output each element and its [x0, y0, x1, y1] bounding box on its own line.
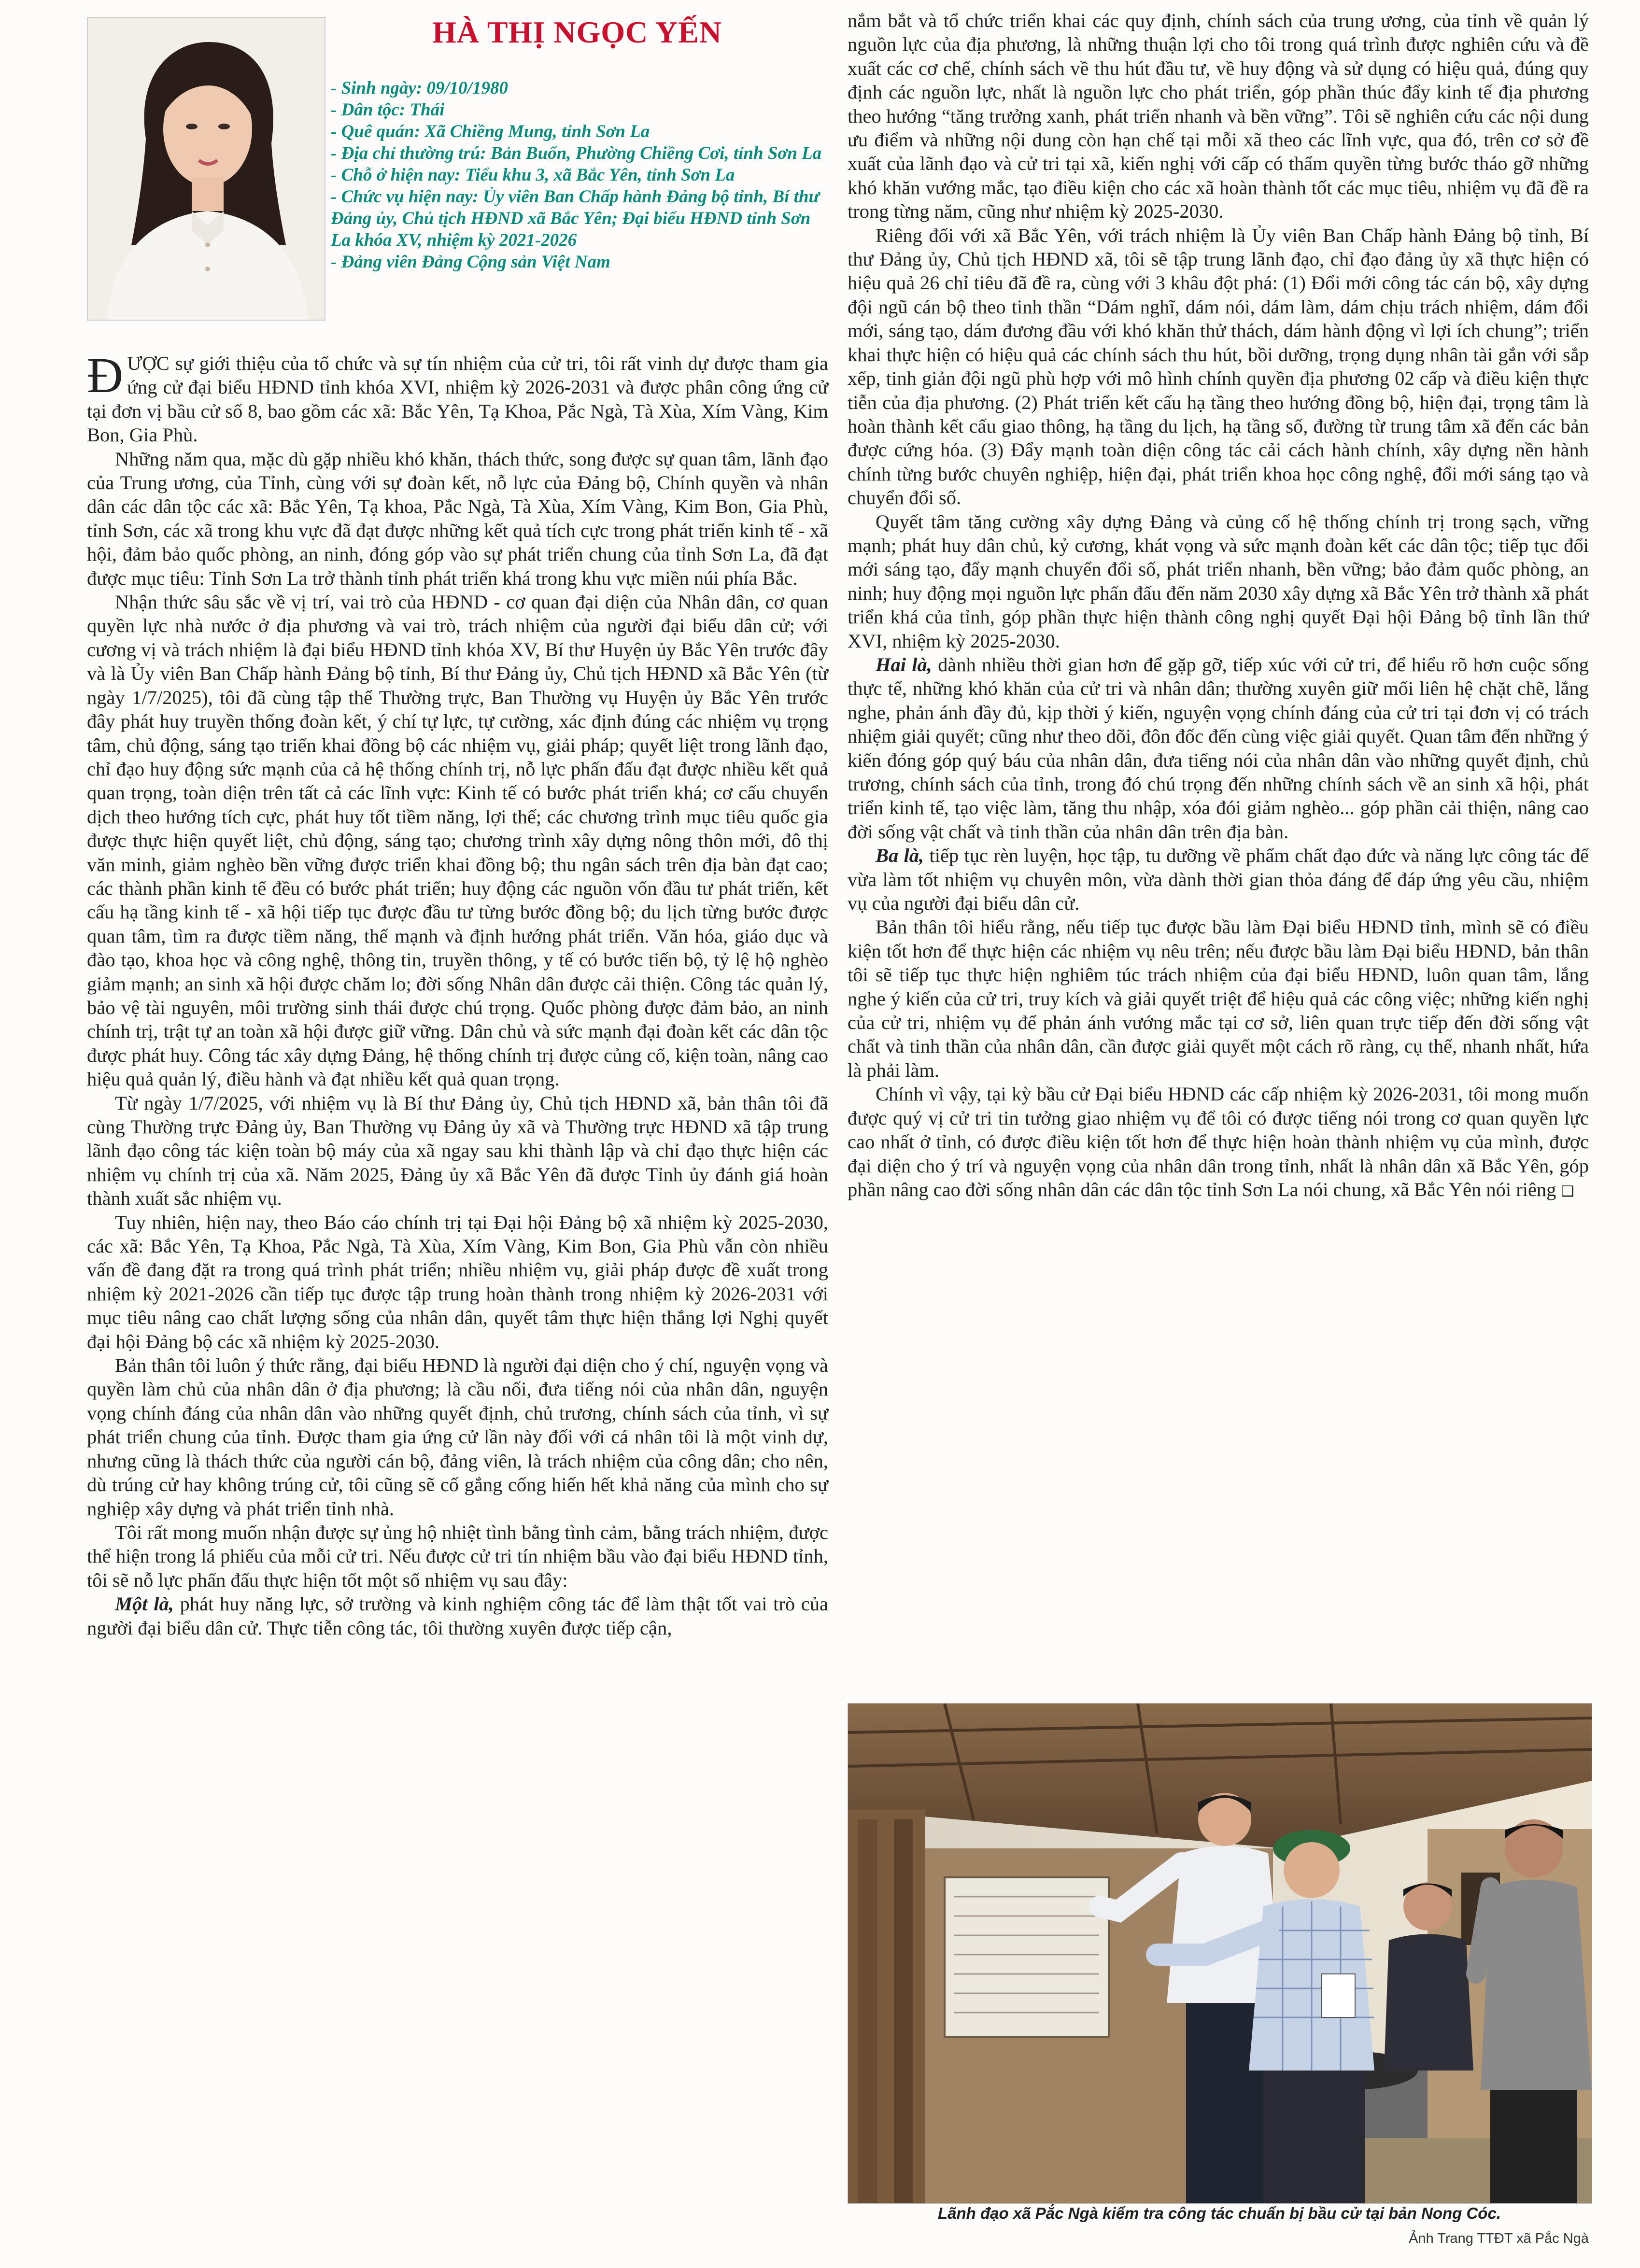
- bio-item: - Sinh ngày: 09/10/1980: [331, 78, 508, 98]
- paragraph: Bản thân tôi hiểu rằng, nếu tiếp tục được bầu làm Đại biểu HĐND tỉnh, mình sẽ có điều kiện tốt hơn để thực hiện các nhiệm vụ nêu trên; nếu được bầu làm Đại biểu HĐND, bản thân tôi sẽ tiếp tục thực hiện nghiêm túc trách nhiệm của đại biểu HĐND, luôn quan tâm, lắng nghe ý kiến của cử tri, truy kích và giải quyết triệt để hiệu quả các công việc; những kiến nghị của cử tri, nhiệm vụ để phản ánh vướng mắc tại cơ sở, liên quan trực tiếp đến đời sống vật chất và tinh thần của nhân dân, cần được giải quyết một cách rõ ràng, cụ thể, nhanh nhất, hứa là phải làm.: [848, 916, 1589, 1081]
- paragraph: Từ ngày 1/7/2025, với nhiệm vụ là Bí thư Đảng ủy, Chủ tịch HĐND xã, bản thân tôi đã cùng Thường trực Đảng ủy, Ban Thường vụ Đảng ủy xã và Thường trực HĐND xã tập trung lãnh đạo công tác kiện toàn bộ máy của xã ngay sau khi thành lập và chỉ đạo thực hiện các nhiệm vụ chính trị của xã. Năm 2025, Đảng ủy xã Bắc Yên đã được Tỉnh ủy đánh giá hoàn thành xuất sắc nhiệm vụ.: [87, 1092, 828, 1210]
- paragraph: Riêng đối với xã Bắc Yên, với trách nhiệm là Ủy viên Ban Chấp hành Đảng bộ tỉnh, Bí thư Đảng ủy, Chủ tịch HĐND xã, tôi sẽ tập trung lãnh đạo, chỉ đạo đảng ủy xã thực hiện có hiệu quả 26 chỉ tiêu đã đề ra, cùng với 3 khâu đột phá: (1) Đổi mới công tác cán bộ, xây dựng đội ngũ cán bộ theo tinh thần “Dám nghĩ, dám nói, dám làm, dám chịu trách nhiệm, dám đổi mới, sáng tạo, dám đương đầu với khó khăn thử thách, dám hành động vì lợi ích chung”; triển khai thực hiện có hiệu quả các chính sách thu hút, bồi dưỡng, trọng dụng nhân tài gắn với sắp xếp, tinh giản đội ngũ phù hợp với mô hình chính quyền địa phương 02 cấp và điều kiện thực tiễn của địa phương. (2) Phát triển kết cấu hạ tầng theo hướng đồng bộ, hiện đại, trọng tâm là hoàn thành kết cấu giao thông, hạ tầng du lịch, hạ tầng số, đường từ trung tâm xã đến các bản được cứng hóa. (3) Đẩy mạnh toàn diện công tác cải cách hành chính, xây dựng nền hành chính từng bước chuyên nghiệp, hiện đại, phát triển khoa học công nghệ, đổi mới sáng tạo và chuyển đổi số.: [848, 224, 1589, 509]
- bio-item: - Chức vụ hiện nay: Ủy viên Ban Chấp hành Đảng bộ tỉnh, Bí thư Đảng ủy, Chủ tịch HĐND xã Bắc Yên; Đại biểu HĐND tỉnh Sơn La khóa XV, nhiệm kỳ 2021-2026: [331, 187, 820, 250]
- news-photo: [848, 1703, 1592, 2204]
- paragraph: Tôi rất mong muốn nhận được sự ủng hộ nhiệt tình bằng tình cảm, bằng trách nhiệm, được thể hiện trong lá phiếu của mỗi cử tri. Nếu được cử tri tín nhiệm bầu vào đại biểu HĐND tỉnh, tôi sẽ nỗ lực phấn đấu thực hiện tốt một số nhiệm vụ sau đây:: [87, 1521, 828, 1591]
- candidate-bio: [331, 77, 828, 273]
- paragraph: Một là, phát huy năng lực, sở trường và kinh nghiệm công tác để làm thật tốt vai trò của người đại biểu dân cử. Thực tiễn công tác, tôi thường xuyên được tiếp cận,: [87, 1593, 829, 1639]
- candidate-portrait: [87, 17, 325, 321]
- paragraph: Bản thân tôi luôn ý thức rằng, đại biểu HĐND là người đại diện cho ý chí, nguyện vọng và quyền làm chủ của nhân dân ở địa phương; là cầu nối, đưa tiếng nói của nhân dân, nguyện vọng chính đáng của nhân dân vào những quyết định, chủ trương, chính sách của tỉnh, vì sự phát triển chung của tỉnh. Được tham gia ứng cử lần này đối với cá nhân tôi là một vinh dự, nhưng cũng là thách thức của người cán bộ, đảng viên, là trách nhiệm của công dân; cho nên, dù trúng cử hay không trúng cử, tôi cũng sẽ cố gắng cống hiến hết khả năng của mình cho sự nghiệp xây dựng và phát triển tỉnh nhà.: [87, 1354, 828, 1520]
- paragraph: Ba là, tiếp tục rèn luyện, học tập, tu dưỡng về phẩm chất đạo đức và năng lực công tác để vừa làm tốt nhiệm vụ chuyên môn, vừa dành thời gian thỏa đáng để đáp ứng yêu cầu, nhiệm vụ của người đại biểu dân cử.: [848, 845, 1589, 915]
- right-column: [848, 9, 1589, 1203]
- paragraph: Nhận thức sâu sắc về vị trí, vai trò của HĐND - cơ quan đại diện của Nhân dân, cơ quan quyền lực nhà nước ở địa phương và vai trò, trách nhiệm của người đại biểu dân cử; với cương vị và trách nhiệm là đại biểu HĐND tỉnh khóa XV, Bí thư Huyện ủy Bắc Yên trước đây và là Ủy viên Ban Chấp hành Đảng bộ tỉnh, Bí thư Đảng ủy, Chủ tịch HĐND xã Bắc Yên (từ ngày 1/7/2025), tôi đã cùng tập thể Thường trực, Ban Thường vụ Huyện ủy Bắc Yên trước đây phát huy truyền thống đoàn kết, ý chí tự lực, tự cường, xác định đúng các nhiệm vụ trọng tâm, chủ động, sáng tạo triển khai đồng bộ các nhiệm vụ, giải pháp; quyết liệt trong lãnh đạo, chỉ đạo huy động sức mạnh của cả hệ thống chính trị, nỗ lực phấn đấu đạt được nhiều kết quả quan trọng, toàn diện trên tất cả các lĩnh vực: Kinh tế có bước phát triển khá; cơ cấu chuyển dịch theo hướng tích cực, phát huy tốt tiềm năng, lợi thế; các chương trình mục tiêu quốc gia được thực hiện quyết liệt, chủ động, sáng tạo; chương trình xây dựng nông thôn mới, đô thị văn minh, giảm nghèo bền vững được triển khai đồng bộ; thu ngân sách trên địa bàn đạt cao; các thành phần kinh tế đều có bước phát triển; huy động các nguồn vốn đầu tư phát triển, kết cấu hạ tầng kinh tế - xã hội tiếp tục được đầu tư từng bước đồng bộ; du lịch từng bước được quan tâm, tìm ra được tiềm năng, thế mạnh và định hướng phát triển. Văn hóa, giáo dục và đào tạo, khoa học và công nghệ, thông tin, truyền thông, y tế có bước tiến bộ, tỷ lệ hộ nghèo giảm mạnh; an sinh xã hội được chăm lo; đời sống Nhân dân được cải thiện. Công tác quản lý, bảo vệ tài nguyên, môi trường sinh thái được chú trọng. Quốc phòng được đảm bảo, an ninh chính trị, trật tự an toàn xã hội được giữ vững. Dân chủ và sức mạnh đại đoàn kết các dân tộc được phát huy. Công tác xây dựng Đảng, hệ thống chính trị được củng cố, kiện toàn, nâng cao hiệu quả quản lý, điều hành và đạt nhiều kết quả quan trọng.: [87, 591, 828, 1090]
- point-lead: Ba là,: [876, 845, 924, 867]
- drop-cap: Đ: [87, 348, 124, 403]
- bio-item: - Địa chỉ thường trú: Bản Buổn, Phường Chiềng Cơi, tỉnh Sơn La: [331, 143, 822, 163]
- paragraph: Chính vì vậy, tại kỳ bầu cử Đại biểu HĐND các cấp nhiệm kỳ 2026-2031, tôi mong muốn được quý vị cử tri tin tưởng giao nhiệm vụ để tôi có được tiếng nói trong cơ quan quyền lực cao nhất ở tỉnh, có được điều kiện tốt hơn để thực hiện hoàn thành nhiệm vụ của mình, được đại diện cho ý trí và nguyện vọng của nhân dân trong tỉnh, nhất là nhân dân xã Bắc Yên, góp phần nâng cao đời sống nhân dân các dân tộc tỉnh Sơn La nói chung, xã Bắc Yên nói riêng ❑: [848, 1083, 1589, 1200]
- bio-item: - Chỗ ở hiện nay: Tiểu khu 3, xã Bắc Yên, tỉnh Sơn La: [331, 165, 735, 185]
- paragraph: ĐƯỢC sự giới thiệu của tổ chức và sự tín nhiệm của cử tri, tôi rất vinh dự được tham gia ứng cử đại biểu HĐND tỉnh khóa XVI, nhiệm kỳ 2026-2031 và được phân công ứng cử tại đơn vị bầu cử số 8, bao gồm các xã: Bắc Yên, Tạ Khoa, Pắc Ngà, Tà Xùa, Xím Vàng, Kim Bon, Gia Phù.: [87, 348, 828, 446]
- point-lead: Một là,: [115, 1593, 174, 1615]
- paragraph: nắm bắt và tổ chức triển khai các quy định, chính sách của trung ương, của tỉnh về quản lý nguồn lực của địa phương, là những thuận lợi cho tôi trong quá trình được nghiên cứu và đề xuất các cơ chế, chính sách về thu hút đầu tư, về huy động và sử dụng có hiệu quả, đúng quy định các nguồn lực, nhất là nguồn lực cho phát triển, góp phần thúc đẩy kinh tế địa phương theo hướng “tăng trưởng xanh, phát triển nhanh và bền vững”. Tôi sẽ nghiên cứu các nội dung ưu điểm và những nội dung còn hạn chế tại mỗi xã theo các lĩnh vực, qua đó, trên cơ sở đề xuất của lãnh đạo và cử tri tại xã, kiến nghị với cấp có thẩm quyền từng bước tháo gỡ những khó khăn vướng mắc, tạo điều kiện cho các xã hoàn thành tốt các mục tiêu, nhiệm vụ đã đề ra trong từng năm, cũng như nhiệm kỳ 2025-2030.: [848, 10, 1589, 223]
- paragraph: Quyết tâm tăng cường xây dựng Đảng và củng cố hệ thống chính trị trong sạch, vững mạnh; phát huy dân chủ, kỷ cương, khát vọng và sức mạnh đoàn kết các dân tộc; tiếp tục đổi mới sáng tạo, đẩy mạnh chuyển đổi số, phát triển nhanh, bền vững; bảo đảm quốc phòng, an ninh; huy động mọi nguồn lực phấn đấu đến năm 2030 xây dựng xã Bắc Yên trở thành xã phát triển khá của tỉnh, góp phần thực hiện thành công nghị quyết Đại hội Đảng bộ tỉnh lần thứ XVI, nhiệm kỳ 2025-2030.: [848, 510, 1589, 652]
- bio-item: - Dân tộc: Thái: [331, 100, 445, 120]
- point-lead: Hai là,: [876, 653, 932, 676]
- paragraph: Những năm qua, mặc dù gặp nhiều khó khăn, thách thức, song được sự quan tâm, lãnh đạo của Trung ương, của Tỉnh, cùng với sự đoàn kết, nỗ lực của Đảng bộ, Chính quyền và nhân dân các dân tộc các xã: Bắc Yên, Tạ khoa, Pắc Ngà, Tà Xùa, Xím Vàng, Kim Bon, Gia Phù, tỉnh Sơn, các xã trong khu vực đã đạt được những kết quả tích cực trong phát triển kinh tế - xã hội, đảm bảo quốc phòng, an ninh, đóng góp vào sự phát triển chung của tỉnh Sơn La, đã đạt được mục tiêu: Tỉnh Sơn La trở thành tỉnh phát triển khá trong khu vực miền núi phía Bắc.: [87, 448, 828, 589]
- photo-caption: Lãnh đạo xã Pắc Ngà kiểm tra công tác chuẩn bị bầu cử tại bản Nong Cóc.: [938, 2204, 1501, 2222]
- candidate-name: HÀ THỊ NGỌC YẾN: [432, 15, 722, 49]
- paragraph: Tuy nhiên, hiện nay, theo Báo cáo chính trị tại Đại hội Đảng bộ xã nhiệm kỳ 2025-2030, các xã: Bắc Yên, Tạ Khoa, Pắc Ngà, Tà Xùa, Xím Vàng, Kim Bon, Gia Phù vẫn còn nhiều vấn đề đang đặt ra trong quá trình phát triển; nhiều nhiệm vụ, giải pháp được đề xuất trong nhiệm kỳ 2021-2026 cần tiếp tục được tập trung hoàn thành trong nhiệm kỳ 2026-2031 với mục tiêu nâng cao chất lượng sống của nhân dân, quyết tâm thực hiện thắng lợi Nghị quyết đại hội Đảng bộ các xã nhiệm kỳ 2025-2030.: [87, 1211, 828, 1352]
- left-column: [87, 348, 829, 1640]
- end-mark-icon: ❑: [1561, 1183, 1574, 1199]
- paragraph: Hai là, dành nhiều thời gian hơn để gặp gỡ, tiếp xúc với cử tri, để hiểu rõ hơn cuộc sống thực tế, những khó khăn của cử tri và nhân dân; thường xuyên giữ mối liên hệ chặt chẽ, lắng nghe, phản ánh đầy đủ, kịp thời ý kiến, nguyện vọng chính đáng của cử tri tại đơn vị có trách nhiệm giải quyết; cũng như theo dõi, đôn đốc đến cùng việc giải quyết. Quan tâm đến những ý kiến đóng góp quý báu của nhân dân, đưa tiếng nói của nhân dân vào những quyết định, chủ trương, chính sách của tỉnh, trong đó chú trọng đến những chính sách về an sinh xã hội, phát triển kinh tế, tạo việc làm, tăng thu nhập, xóa đói giảm nghèo... góp phần cải thiện, nâng cao đời sống vật chất và tinh thần của nhân dân trên địa bàn.: [848, 653, 1589, 843]
- bio-item: - Đảng viên Đảng Cộng sản Việt Nam: [331, 252, 610, 272]
- photo-credit: Ảnh Trang TTĐT xã Pắc Ngà: [1409, 2231, 1589, 2246]
- bio-item: - Quê quán: Xã Chiềng Mung, tỉnh Sơn La: [331, 122, 650, 141]
